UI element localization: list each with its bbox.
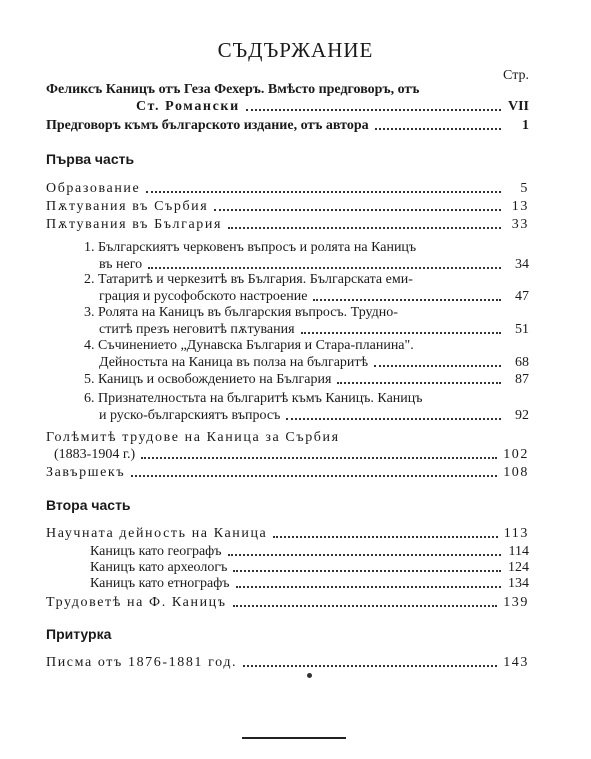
toc-entry-scientific-activity[interactable]: Научната дейность на Каница 113 xyxy=(46,526,529,541)
toc-entry-gratitude[interactable]: 6. Признателностьта на българитѣ къмъ Каницъ. Каницъ и руско-българскиятъ въпросъ 92 xyxy=(84,391,529,423)
dot-leader xyxy=(228,554,502,556)
page-number: 114 xyxy=(508,544,529,559)
page-number: 68 xyxy=(515,355,529,370)
dot-leader xyxy=(131,475,497,477)
toc-entry-education[interactable]: Образование 5 xyxy=(46,181,529,196)
dot-leader xyxy=(243,665,497,667)
dot-leader xyxy=(146,191,501,193)
dot-leader xyxy=(337,382,501,384)
toc-entry-ethnographer[interactable]: Каницъ като етнографъ 134 xyxy=(90,576,529,591)
toc-entry-travels-serbia[interactable]: Пѫтувания въ Сърбия 13 xyxy=(46,199,529,214)
page-number: 143 xyxy=(503,655,529,670)
dot-leader xyxy=(301,332,501,334)
toc-entry-great-works-serbia[interactable]: Голѣмитѣ трудове на Каница за Сърбия (1883-1904 г.) 102 xyxy=(46,430,529,462)
dot-leader xyxy=(214,209,501,211)
page-number: 102 xyxy=(503,447,529,462)
dot-leader xyxy=(233,605,498,607)
toc-entry-conclusion[interactable]: Завършекъ 108 xyxy=(46,465,529,480)
dot-leader xyxy=(313,299,501,301)
toc-entry-role-bulgarian-question[interactable]: 3. Ролята на Каницъ въ българския въпросъ. Трудно- ститѣ презъ неговитѣ пѫтувания 51 xyxy=(84,305,529,337)
toc-entry-liberation[interactable]: 5. Каницъ и освобождението на България 87 xyxy=(84,372,529,387)
page-number: 13 xyxy=(511,199,529,214)
toc-entry-letters[interactable]: Писма отъ 1876-1881 год. 143 xyxy=(46,655,529,670)
toc-entry-author-preface[interactable]: Предговоръ къмъ българското издание, отъ автора 1 xyxy=(46,118,529,133)
dot-leader xyxy=(141,457,497,459)
toc-entry-travels-bulgaria[interactable]: Пѫтувания въ България 33 xyxy=(46,217,529,232)
part-heading-appendix: Притурка xyxy=(46,626,112,642)
page-number: VII xyxy=(507,99,529,114)
page-number: 134 xyxy=(508,576,529,591)
ornament-dot xyxy=(307,673,312,678)
page-title: СЪДЪРЖАНИЕ xyxy=(217,38,374,62)
page-number: 108 xyxy=(503,465,529,480)
page-number: 1 xyxy=(522,118,529,133)
page-number: 51 xyxy=(515,322,529,337)
page-number: 113 xyxy=(503,526,529,541)
dot-leader xyxy=(375,128,501,130)
page-number: 139 xyxy=(503,595,529,610)
dot-leader xyxy=(148,267,501,269)
toc-entry-archaeologist[interactable]: Каницъ като археологъ 124 xyxy=(90,560,529,575)
dot-leader xyxy=(374,365,501,367)
toc-entry-geographer[interactable]: Каницъ като географъ 114 xyxy=(90,544,529,559)
toc-entry-works-kanitz[interactable]: Трудоветѣ на Ф. Каницъ 139 xyxy=(46,595,529,610)
part-heading-second: Втора часть xyxy=(46,497,131,513)
page-number: 92 xyxy=(515,408,529,423)
toc-entry-foreword-fecher[interactable]: Феликсъ Каницъ отъ Геза Фехеръ. Вмѣсто предговоръ, отъ Ст. Романски VII xyxy=(46,82,529,114)
part-heading-first: Първа часть xyxy=(46,151,135,167)
dot-leader xyxy=(228,227,501,229)
toc-entry-church-question[interactable]: 1. Българскиятъ черковенъ въпросъ и ролята на Каницъ въ него 34 xyxy=(84,240,529,272)
dot-leader xyxy=(233,570,501,572)
page-number: 87 xyxy=(515,372,529,387)
footer-rule xyxy=(242,737,346,739)
page-number: 34 xyxy=(515,257,529,272)
page-number: 33 xyxy=(511,217,529,232)
page-number: 5 xyxy=(520,181,529,196)
dot-leader xyxy=(246,109,501,111)
page-number: 124 xyxy=(508,560,529,575)
dot-leader xyxy=(236,586,501,588)
toc-entry-danube-bulgaria-work[interactable]: 4. Съчинението „Дунавска България и Стара-планина". Дейностьта на Каница въ полза на българитѣ 68 xyxy=(84,338,529,370)
dot-leader xyxy=(273,536,497,538)
page-number: 47 xyxy=(515,289,529,304)
toc-entry-tatars-circassians[interactable]: 2. Татаритѣ и черкезитѣ въ България. Българската еми- грация и русофобското настроение 47 xyxy=(84,272,529,304)
page-column-header: Стр. xyxy=(503,68,529,83)
dot-leader xyxy=(286,418,501,420)
